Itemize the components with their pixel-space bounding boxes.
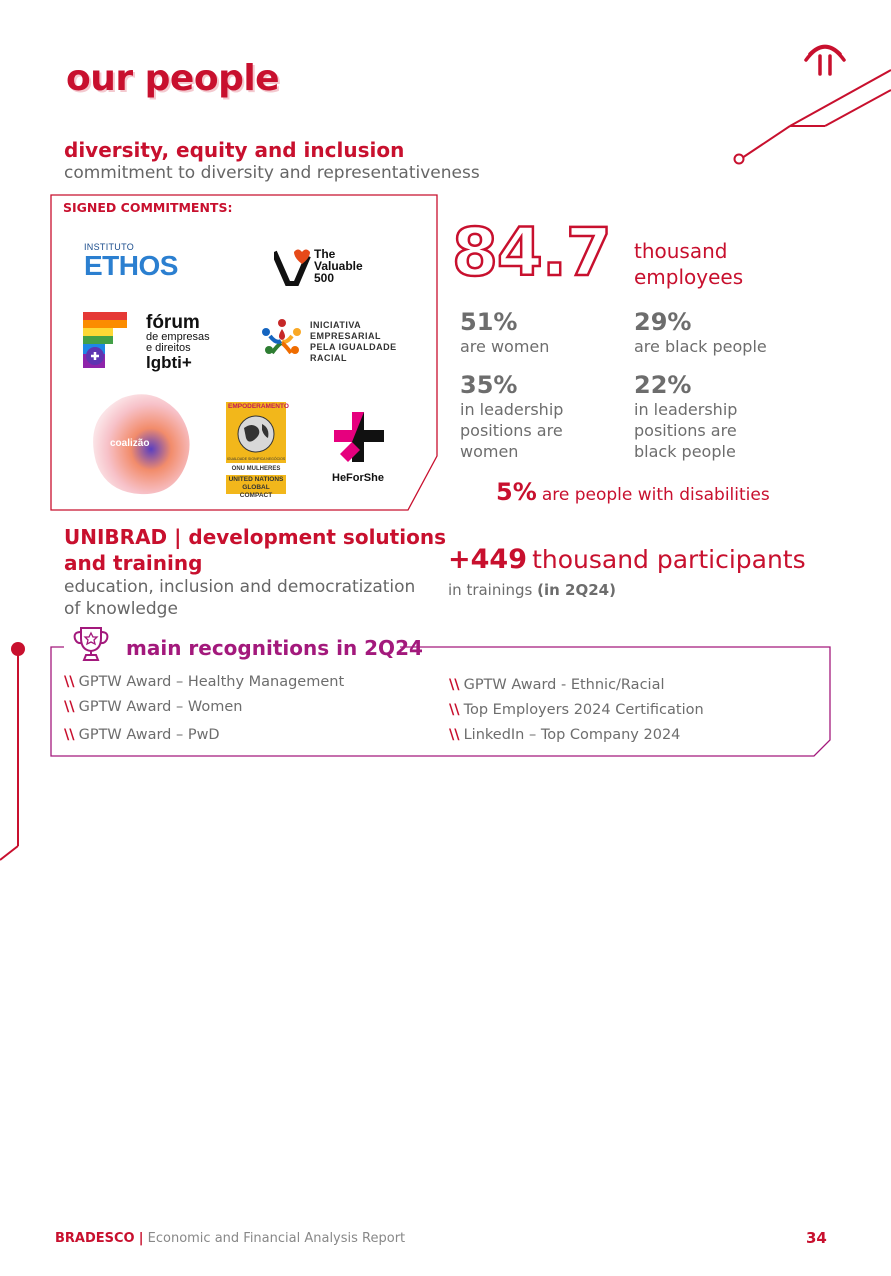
recognition-text: GPTW Award – PwD bbox=[78, 727, 220, 743]
recognition-item-left-2 bbox=[64, 727, 220, 743]
heforshe-logo bbox=[330, 410, 390, 486]
stat-label: are women bbox=[460, 337, 550, 356]
trainings-period: (in 2Q24) bbox=[537, 581, 616, 599]
stat-value: 35% bbox=[460, 371, 518, 399]
iniciativa-people-icon bbox=[258, 316, 306, 364]
unibrad-sub-line1: education, inclusion and democratization bbox=[64, 577, 416, 597]
stat-label-line3: black people bbox=[634, 442, 736, 461]
weps-un1-text: UNITED NATIONS bbox=[228, 476, 284, 483]
trophy-icon bbox=[72, 624, 110, 664]
recognition-separator: \\ bbox=[64, 674, 75, 690]
recognition-text: Top Employers 2024 Certification bbox=[463, 702, 704, 718]
stat-leadership-black bbox=[634, 371, 737, 462]
unibrad-sub-line2: of knowledge bbox=[64, 599, 178, 619]
stat-label-line2: positions are bbox=[460, 421, 563, 440]
footer-text: Economic and Financial Analysis Report bbox=[147, 1231, 406, 1246]
ethos-logo bbox=[84, 242, 178, 280]
disabilities-stat bbox=[496, 478, 770, 506]
footer-separator: | bbox=[138, 1231, 144, 1246]
recognition-item-right-0 bbox=[449, 677, 664, 693]
iniciativa-line1: INICIATIVA bbox=[310, 320, 362, 330]
employees-label-line2: employees bbox=[634, 265, 744, 289]
iniciativa-logo bbox=[258, 316, 408, 366]
dei-subheading: commitment to diversity and representativeness bbox=[64, 163, 480, 183]
heforshe-text: HeForShe bbox=[332, 472, 384, 484]
forum-lgbti-logo bbox=[83, 312, 213, 372]
bradesco-tree-icon bbox=[806, 47, 844, 75]
stat-leadership-women bbox=[460, 371, 563, 462]
forum-rainbow-icon bbox=[83, 312, 129, 370]
unibrad-heading-line2: and training bbox=[64, 551, 203, 575]
recognition-item-left-1 bbox=[64, 699, 242, 715]
stat-value: 22% bbox=[634, 371, 692, 399]
weps-logo bbox=[226, 402, 289, 499]
footer bbox=[55, 1231, 405, 1246]
recognition-text: LinkedIn – Top Company 2024 bbox=[463, 727, 681, 743]
stat-black-people bbox=[634, 308, 767, 357]
coalizao-logo bbox=[92, 392, 192, 496]
stat-label-line1: in leadership bbox=[460, 400, 564, 419]
valuable-line1: The bbox=[314, 247, 336, 261]
employees-total: 84.7 bbox=[452, 214, 611, 291]
ethos-small-text: INSTITUTO bbox=[84, 242, 135, 252]
globe-icon bbox=[236, 414, 276, 454]
valuable-heart-icon bbox=[274, 248, 314, 286]
stat-label: are black people bbox=[634, 337, 767, 356]
valuable-line2: Valuable bbox=[314, 259, 363, 273]
recognition-item-right-2 bbox=[449, 727, 680, 743]
left-line-decoration bbox=[0, 636, 30, 866]
coalizao-text: coalizão bbox=[110, 438, 150, 449]
commitments-label: SIGNED COMMITMENTS: bbox=[63, 200, 233, 215]
stat-label-line2: positions are bbox=[634, 421, 737, 440]
disabilities-value: 5% bbox=[496, 478, 537, 506]
recognition-item-left-0 bbox=[64, 674, 344, 690]
trainings-caption bbox=[448, 581, 616, 599]
recognition-separator: \\ bbox=[449, 702, 460, 718]
unibrad-subheading bbox=[64, 576, 415, 620]
valuable-line3: 500 bbox=[314, 271, 335, 285]
recognition-separator: \\ bbox=[449, 727, 460, 743]
forum-line3: e direitos bbox=[146, 342, 191, 354]
recognition-separator: \\ bbox=[64, 727, 75, 743]
bradesco-logo-line-decoration bbox=[730, 34, 891, 166]
stat-label-line3: women bbox=[460, 442, 519, 461]
unibrad-heading bbox=[64, 524, 446, 576]
iniciativa-line2: EMPRESARIAL bbox=[310, 331, 382, 341]
valuable500-logo bbox=[274, 246, 384, 286]
recognitions-heading: main recognitions in 2Q24 bbox=[126, 636, 423, 660]
stat-value: 29% bbox=[634, 308, 692, 336]
participants-label: thousand participants bbox=[532, 545, 806, 574]
footer-brand: BRADESCO bbox=[55, 1231, 135, 1246]
participants-value: +449 bbox=[448, 544, 527, 575]
weps-top-text: EMPODERAMENTO bbox=[228, 403, 289, 410]
forum-line2: de empresas bbox=[146, 331, 210, 343]
recognition-separator: \\ bbox=[449, 677, 460, 693]
iniciativa-line3: PELA IGUALDADE bbox=[310, 342, 397, 352]
weps-un2-text: GLOBAL COMPACT bbox=[239, 484, 273, 499]
page-title: our people bbox=[66, 58, 280, 99]
iniciativa-line4: RACIAL bbox=[310, 353, 347, 363]
disabilities-label: are people with disabilities bbox=[541, 485, 770, 505]
trainings-label: in trainings bbox=[448, 581, 533, 599]
stat-value: 51% bbox=[460, 308, 518, 336]
recognition-separator: \\ bbox=[64, 699, 75, 715]
weps-onu-text: ONU MULHERES bbox=[226, 463, 286, 475]
stat-label-line1: in leadership bbox=[634, 400, 738, 419]
employees-label-line1: thousand bbox=[634, 239, 728, 263]
forum-line1: fórum bbox=[146, 312, 200, 333]
weps-mid-text: IGUALDADE SIGNIFICA NEGÓCIOS bbox=[226, 457, 286, 461]
unibrad-heading-line1: UNIBRAD | development solutions bbox=[64, 525, 446, 549]
recognition-text: GPTW Award – Women bbox=[78, 699, 243, 715]
page-number: 34 bbox=[806, 1229, 827, 1247]
participants-stat bbox=[448, 544, 806, 575]
ethos-big-text: ETHOS bbox=[84, 250, 178, 281]
dei-heading: diversity, equity and inclusion bbox=[64, 138, 405, 162]
recognition-text: GPTW Award – Healthy Management bbox=[78, 674, 345, 690]
recognition-item-right-1 bbox=[449, 702, 704, 718]
stat-women bbox=[460, 308, 549, 357]
heforshe-plus-icon bbox=[332, 410, 388, 464]
forum-line4: lgbti+ bbox=[146, 353, 192, 372]
recognition-text: GPTW Award - Ethnic/Racial bbox=[463, 677, 665, 693]
employees-total-label bbox=[634, 238, 743, 290]
